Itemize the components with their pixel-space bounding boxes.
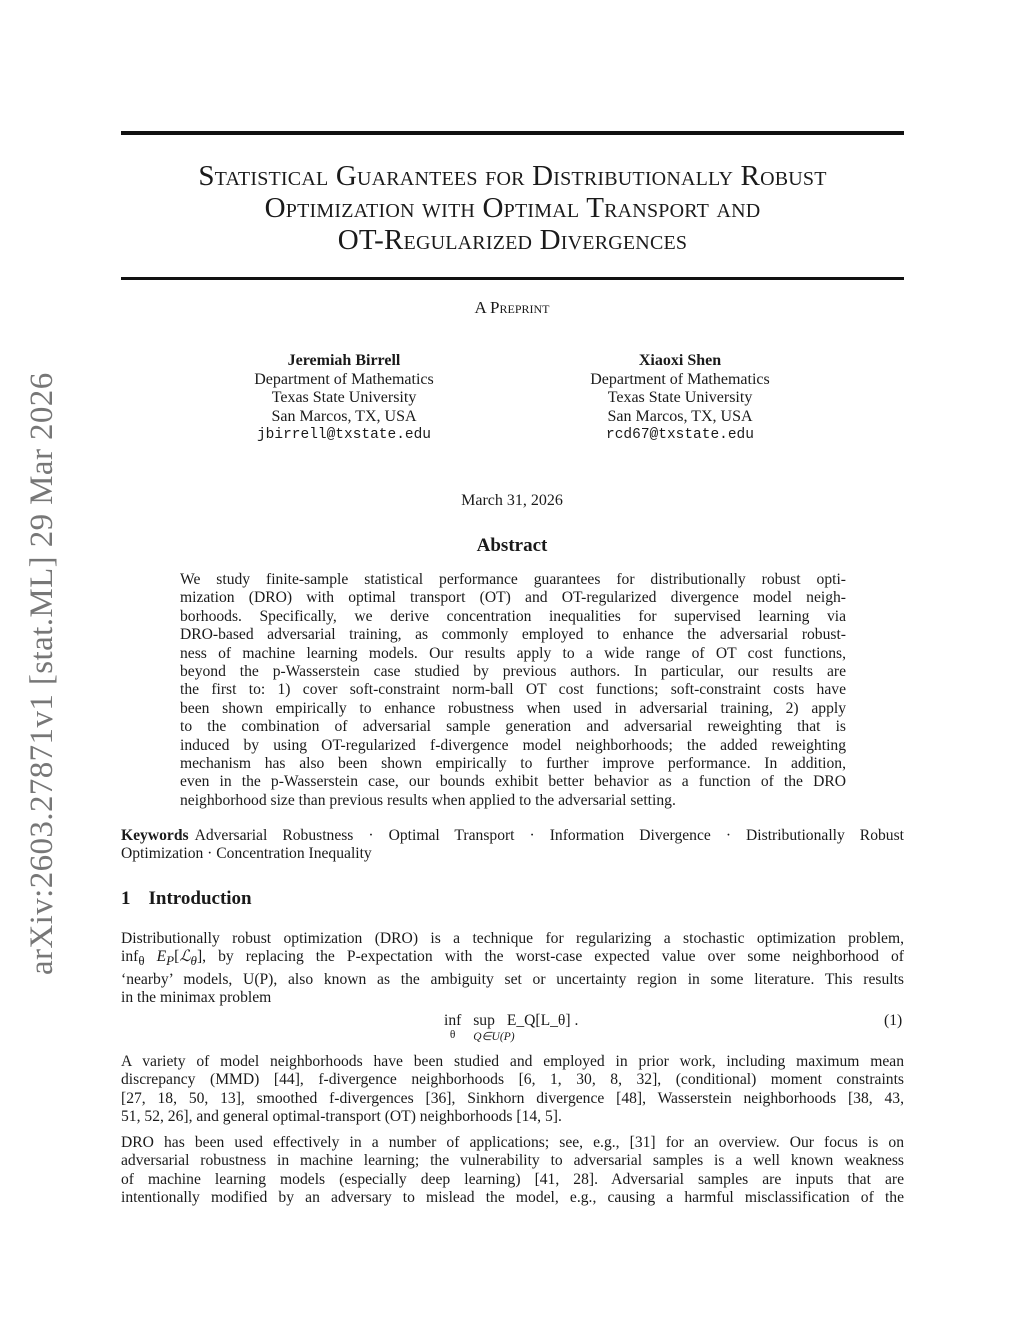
paragraph-text: by replacing the P-expectation with the worst-case expected value over some neighborhood of xyxy=(218,948,904,966)
abstract-line: ness of machine learning models. Our results apply to a wide range of OT cost functions, xyxy=(180,644,846,662)
section-heading xyxy=(121,888,252,910)
author-university: Texas State University xyxy=(607,389,753,406)
equation-number: (1) xyxy=(884,1012,903,1029)
keywords-text: Adversarial Robustness · Optimal Transport · Information Divergence · Distributionally Robust xyxy=(194,827,904,844)
arxiv-sidebar xyxy=(24,372,64,1015)
author-location: San Marcos, TX, USA xyxy=(271,407,417,425)
equation-1 xyxy=(444,1012,579,1043)
title-rule-bottom xyxy=(121,277,904,280)
abstract-body xyxy=(180,571,846,810)
paragraph-line: A variety of model neighborhoods have been studied and employed in prior work, including maximum mean xyxy=(121,1053,904,1070)
author-department: Department of Mathematics xyxy=(590,370,770,388)
abstract-line: neighborhood size than previous results when applied to the adversarial setting. xyxy=(180,791,676,809)
title-line: Statistical Guarantees for Distributionally Robust xyxy=(198,160,827,192)
inf-subscript: θ xyxy=(449,1029,456,1041)
keywords xyxy=(121,827,904,864)
abstract-line: even in the p-Wasserstein case, our bounds exhibit better behavior as a function of the DRO xyxy=(180,773,846,791)
author-block xyxy=(530,352,830,445)
abstract-line: mization (DRO) with optimal transport (OT) and OT-regularized divergence model neigh- xyxy=(180,589,846,607)
title-line: OT-Regularized Divergences xyxy=(337,224,688,256)
paper-title xyxy=(121,160,904,256)
paragraph-line: Distributionally robust optimization (DRO) is a technique for regularizing a stochastic optimization problem, xyxy=(121,930,904,947)
paragraph-line: DRO has been used effectively in a number of applications; see, e.g., [31] for an overview. Our focus is on xyxy=(121,1134,904,1151)
section-title: Introduction xyxy=(148,888,252,909)
paragraph-line: adversarial robustness in machine learning; the vulnerability to adversarial samples is a well known weakness xyxy=(121,1152,904,1170)
abstract-line: the first to: 1) cover soft-constraint norm-ball OT cost functions; soft-constraint costs have xyxy=(180,681,846,699)
sup-subscript: Q∈U(P) xyxy=(473,1031,515,1043)
paragraph-line: ‘nearby’ models, U(P), also known as the ambiguity set or uncertainty region in some literature. This results xyxy=(121,970,904,988)
abstract-heading: Abstract xyxy=(476,535,548,556)
abstract-line: induced by using OT-regularized f-divergence model neighborhoods; the added reweighting xyxy=(180,736,846,754)
abstract-line: mechanism has also been shown empirically to further improve performance. In addition, xyxy=(180,755,846,773)
abstract-line: been shown empirically to enhance robustness when used in adversarial training, 2) apply xyxy=(180,699,846,717)
paragraph-line: 51, 52, 26], and general optimal-transport (OT) neighborhoods [14, 5]. xyxy=(121,1108,562,1126)
author-block xyxy=(194,352,494,445)
author-email: rcd67@txstate.edu xyxy=(606,427,754,443)
author-name: Xiaoxi Shen xyxy=(638,352,722,369)
intro-paragraph xyxy=(121,1053,904,1127)
abstract-line: to the combination of adversarial sample generation and adversarial reweighting that is xyxy=(180,718,846,736)
section-number: 1 xyxy=(121,888,131,909)
sup-operator: sup Q∈U(P) xyxy=(473,1012,515,1043)
title-line: Optimization with Optimal Transport and xyxy=(264,192,761,224)
abstract-line: We study finite-sample statistical performance guarantees for distributionally robust opti- xyxy=(180,571,846,588)
arxiv-identifier: arXiv:2603.27871v1 [stat.ML] 29 Mar 2026 xyxy=(24,372,60,975)
abstract-line: beyond the p-Wasserstein case studied by previous authors. In particular, our results are xyxy=(180,663,846,681)
preprint-label: A Preprint xyxy=(474,298,550,317)
author-university: Texas State University xyxy=(271,389,417,406)
paragraph-line: [27, 18, 50, 13], smoothed f-divergences [36], Sinkhorn divergence [48], Wasserstein neighborhoods [38, 43, xyxy=(121,1089,904,1107)
inf-operator: inf θ xyxy=(444,1012,462,1041)
author-name: Jeremiah Birrell xyxy=(287,352,401,369)
keywords-label: Keywords xyxy=(121,827,189,844)
abstract-line: DRO-based adversarial training, as commonly employed to enhance the adversarial robust- xyxy=(180,626,846,644)
title-rule-top xyxy=(121,131,904,135)
paragraph-line: intentionally modified by an adversary to mislead the model, e.g., causing a harmful misclassification of the xyxy=(121,1189,904,1207)
keywords-line xyxy=(121,827,904,845)
author-department: Department of Mathematics xyxy=(254,370,434,388)
paragraph-line: discrepancy (MMD) [44], f-divergence neighborhoods [6, 1, 30, 8, 32], (conditional) moment constraints xyxy=(121,1071,904,1089)
paragraph-line: inf$_\theta$ $E_P[ℒ_\theta]$, by replacing the P-expectation with the worst-case expected value over some neighborhood of xyxy=(121,948,904,969)
author-email: jbirrell@txstate.edu xyxy=(256,427,432,443)
paragraph-line: in the minimax problem xyxy=(121,989,272,1007)
intro-paragraph xyxy=(121,1134,904,1208)
equation-body: E_Q[L_θ] . xyxy=(506,1012,579,1029)
author-location: San Marcos, TX, USA xyxy=(607,407,753,425)
intro-paragraph xyxy=(121,930,904,1008)
keywords-line: Optimization · Concentration Inequality xyxy=(121,845,372,863)
paper-date: March 31, 2026 xyxy=(461,492,563,509)
abstract-line: borhoods. Specifically, we derive concentration inequalities for supervised learning via xyxy=(180,607,846,625)
paragraph-line: of machine learning models (especially deep learning) [41, 28]. Adversarial samples are inputs that are xyxy=(121,1170,904,1188)
